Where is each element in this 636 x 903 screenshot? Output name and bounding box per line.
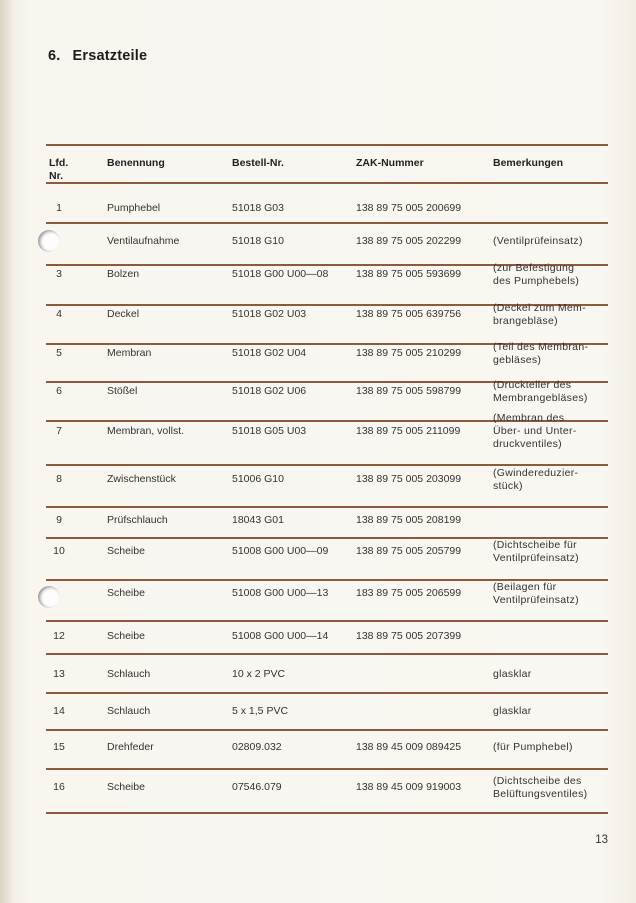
row-zak-nummer: 138 89 75 005 211099: [356, 425, 461, 437]
row-number: 15: [53, 741, 65, 753]
table-row-rule: [46, 692, 608, 694]
row-bestell-nr: 51008 G00 U00—09: [232, 545, 329, 557]
row-zak-nummer: 138 89 75 005 202299: [356, 235, 462, 247]
row-number: 5: [56, 347, 62, 359]
row-bemerkung: (Deckel zum Mem- brangebläse): [493, 301, 586, 327]
row-benennung: Deckel: [107, 308, 140, 320]
table-row-rule: [46, 506, 608, 508]
row-number: 10: [53, 545, 65, 557]
row-bestell-nr: 07546.079: [232, 781, 282, 793]
row-benennung: Zwischenstück: [107, 473, 176, 485]
row-benennung: Schlauch: [107, 668, 151, 680]
row-number: 9: [56, 514, 62, 526]
row-zak-nummer: 138 89 75 005 207399: [356, 630, 462, 642]
row-benennung: Ventilaufnahme: [107, 235, 180, 247]
table-header-rule: [46, 182, 608, 184]
row-zak-nummer: 138 89 45 009 089425: [356, 741, 462, 753]
row-zak-nummer: 138 89 75 005 205799: [356, 545, 462, 557]
row-number: 14: [53, 705, 65, 717]
row-zak-nummer: 138 89 45 009 919003: [356, 781, 462, 793]
row-bemerkung: (Teil des Membran- gebläses): [493, 340, 589, 366]
row-number: 8: [56, 473, 62, 485]
row-bemerkung: (Dichtscheibe für Ventilprüfeinsatz): [493, 538, 579, 564]
row-benennung: Pumphebel: [107, 202, 161, 214]
row-bestell-nr: 51018 G03: [232, 202, 284, 214]
header-bestell-nr: Bestell-Nr.: [232, 157, 284, 169]
row-number: 7: [56, 425, 62, 437]
row-bestell-nr: 51018 G10: [232, 235, 284, 247]
table-row-rule: [46, 812, 608, 814]
punch-hole: [38, 586, 60, 608]
table-row-rule: [46, 729, 608, 731]
row-benennung: Prüfschlauch: [107, 514, 168, 526]
header-bemerkungen: Bemerkungen: [493, 157, 564, 169]
section-title: Ersatzteile: [72, 48, 148, 64]
row-number: 13: [53, 668, 65, 680]
row-zak-nummer: 138 89 75 005 593699: [356, 268, 462, 280]
row-bemerkung: (für Pumphebel): [493, 741, 573, 753]
row-number: 1: [56, 202, 62, 214]
row-number: 4: [56, 308, 62, 320]
row-number: 12: [53, 630, 65, 642]
row-benennung: Bolzen: [107, 268, 140, 280]
header-benennung: Benennung: [107, 157, 165, 169]
row-zak-nummer: 183 89 75 005 206599: [356, 587, 462, 599]
row-benennung: Scheibe: [107, 781, 145, 793]
section-number: 6.: [48, 48, 61, 64]
row-zak-nummer: 138 89 75 005 208199: [356, 514, 462, 526]
row-bestell-nr: 51018 G02 U06: [232, 385, 307, 397]
row-zak-nummer: 138 89 75 005 598799: [356, 385, 462, 397]
row-bemerkung: glasklar: [493, 668, 532, 680]
row-bestell-nr: 02809.032: [232, 741, 282, 753]
table-row-rule: [46, 768, 608, 770]
row-bestell-nr: 51018 G02 U04: [232, 347, 307, 359]
row-bemerkung: (Dichtscheibe des Belüftungsventiles): [493, 774, 588, 800]
row-bestell-nr: 10 x 2 PVC: [232, 668, 286, 680]
row-bestell-nr: 51006 G10: [232, 473, 284, 485]
row-benennung: Schlauch: [107, 705, 151, 717]
row-zak-nummer: 138 89 75 005 210299: [356, 347, 462, 359]
row-benennung: Membran, vollst.: [107, 425, 185, 437]
row-benennung: Scheibe: [107, 545, 145, 557]
row-bestell-nr: 51018 G00 U00—08: [232, 268, 329, 280]
row-bemerkung: (Druckteller des Membrangebläses): [493, 378, 588, 404]
page-number: 13: [595, 834, 608, 846]
row-number: 3: [56, 268, 62, 280]
row-bemerkung: (Ventilprüfeinsatz): [493, 235, 583, 247]
row-bestell-nr: 51008 G00 U00—13: [232, 587, 329, 599]
row-benennung: Scheibe: [107, 630, 145, 642]
row-benennung: Scheibe: [107, 587, 145, 599]
row-zak-nummer: 138 89 75 005 200699: [356, 202, 462, 214]
table-row-rule: [46, 620, 608, 622]
row-bestell-nr: 51018 G05 U03: [232, 425, 307, 437]
row-bestell-nr: 51008 G00 U00—14: [232, 630, 329, 642]
row-bemerkung: (Gwindereduzier- stück): [493, 466, 579, 492]
header-lfd-nr: Lfd. Nr.: [49, 157, 69, 182]
section-heading: [48, 48, 147, 64]
table-row-rule: [46, 222, 608, 224]
header-zak-nummer: ZAK-Nummer: [356, 157, 424, 169]
row-benennung: Stößel: [107, 385, 138, 397]
row-benennung: Membran: [107, 347, 152, 359]
row-zak-nummer: 138 89 75 005 203099: [356, 473, 462, 485]
row-bestell-nr: 51018 G02 U03: [232, 308, 307, 320]
row-bestell-nr: 18043 G01: [232, 514, 284, 526]
table-row-rule: [46, 653, 608, 655]
table-top-rule: [46, 144, 608, 146]
row-benennung: Drehfeder: [107, 741, 154, 753]
row-bemerkung: (Membran des Über- und Unter- druckventiles): [493, 412, 577, 450]
row-bemerkung: (zur Befestigung des Pumphebels): [493, 261, 580, 287]
row-bemerkung: (Beilagen für Ventilprüfeinsatz): [493, 580, 579, 606]
row-number: 16: [53, 781, 65, 793]
binding-shadow: [0, 0, 14, 903]
punch-hole: [38, 230, 60, 252]
row-number: 6: [56, 385, 62, 397]
row-bemerkung: glasklar: [493, 705, 532, 717]
row-bestell-nr: 5 x 1,5 PVC: [232, 705, 289, 717]
row-zak-nummer: 138 89 75 005 639756: [356, 308, 462, 320]
